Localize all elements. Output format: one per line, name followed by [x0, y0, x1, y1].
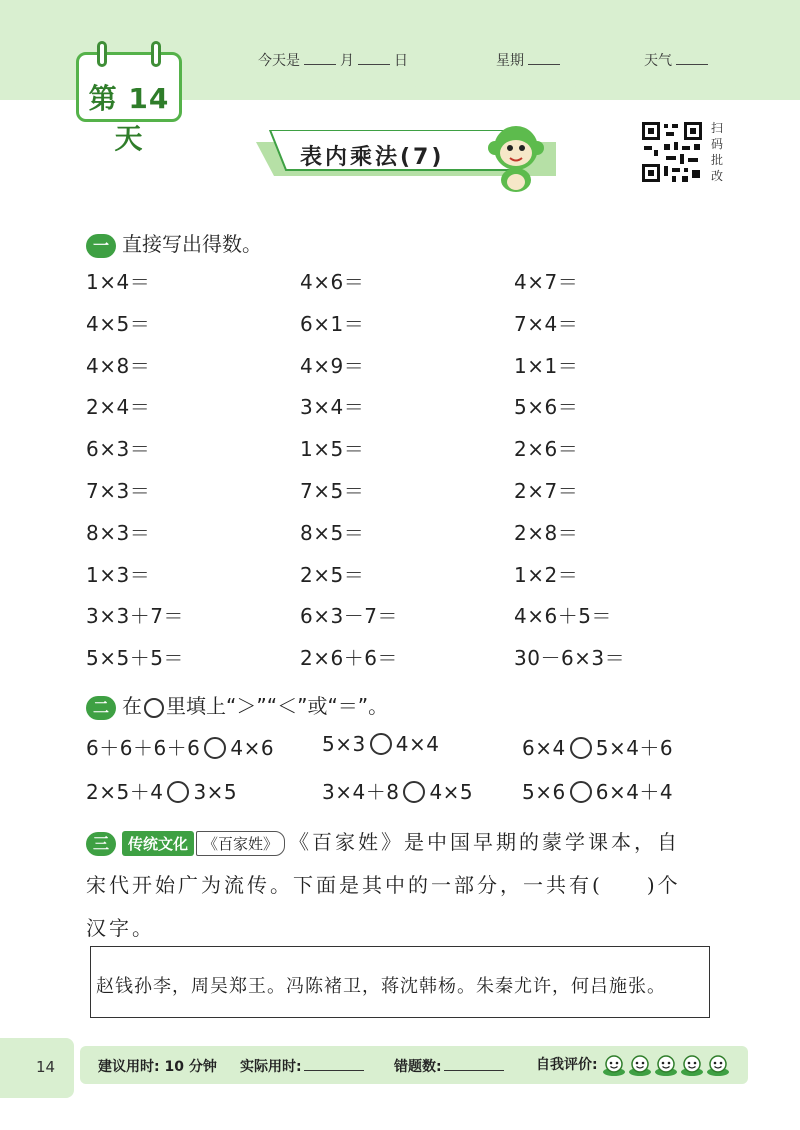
- rating-face-icon[interactable]: [680, 1054, 704, 1076]
- problem-item[interactable]: 8×5＝: [300, 520, 365, 545]
- calendar-ring-icon: [97, 41, 107, 67]
- problem-item[interactable]: 7×5＝: [300, 479, 365, 503]
- qr-code-icon[interactable]: [640, 120, 704, 184]
- problem-item[interactable]: 1×2＝: [514, 562, 579, 587]
- problem-item[interactable]: 8×3＝: [86, 520, 151, 545]
- traditional-culture-tag: 传统文化: [122, 831, 194, 856]
- section2-heading: 二 在 里填上“＞”“＜”或“＝”。: [86, 690, 388, 720]
- comparison-item: [322, 776, 473, 805]
- comparison-item: [86, 776, 237, 805]
- page-title: 表内乘法(7): [300, 145, 445, 170]
- problem-item[interactable]: 6×3＝: [86, 437, 151, 462]
- problem-item[interactable]: 4×6＋5＝: [514, 604, 612, 629]
- self-eval: 自我评价:: [536, 1054, 732, 1076]
- problem-item[interactable]: 4×6＝: [300, 270, 365, 294]
- problem-item[interactable]: 5×5＋5＝: [86, 646, 184, 671]
- problem-item[interactable]: 6×1＝: [300, 311, 365, 336]
- rating-face-icon[interactable]: [602, 1054, 626, 1076]
- comparison-right: 4×5: [429, 780, 474, 804]
- answer-circle[interactable]: [403, 781, 425, 803]
- rating-face-icon[interactable]: [654, 1054, 678, 1076]
- problem-item[interactable]: 2×6＋6＝: [300, 646, 398, 671]
- section3-number: 三: [86, 832, 116, 856]
- errors-field[interactable]: 错题数:: [394, 1056, 504, 1076]
- comparison-left: 6＋6＋6＋6: [86, 736, 201, 760]
- section3-paragraph: 宋代开始广为流传。下面是其中的一部分，一共有( )个 汉字。: [86, 873, 681, 940]
- answer-circle[interactable]: [570, 781, 592, 803]
- problem-item[interactable]: 7×4＝: [514, 311, 579, 336]
- comparison-right: 4×6: [230, 736, 275, 760]
- day-label: 第 14 天: [88, 82, 170, 155]
- comparison-item: [522, 776, 673, 805]
- problem-item[interactable]: 1×1＝: [514, 353, 579, 378]
- date-field[interactable]: 今天是 月 日: [258, 53, 408, 69]
- comparison-left: 3×4＋8: [322, 780, 400, 804]
- quote-text: 赵钱孙李，周吴郑王。冯陈褚卫，蒋沈韩杨。朱秦尤许，何吕施张。: [96, 976, 666, 997]
- comparison-left: 2×5＋4: [86, 780, 164, 804]
- comparison-right: 3×5: [193, 780, 238, 804]
- comparison-left: 5×6: [522, 780, 566, 804]
- problem-item[interactable]: 4×9＝: [300, 353, 365, 378]
- problem-item[interactable]: 2×6＝: [514, 437, 579, 462]
- problem-item[interactable]: 7×3＝: [86, 479, 151, 503]
- problem-item[interactable]: 6×3－7＝: [300, 604, 398, 629]
- problem-item[interactable]: 1×5＝: [300, 437, 365, 462]
- rating-face-icon[interactable]: [706, 1054, 730, 1076]
- qr-label: 扫码批改: [710, 121, 723, 183]
- day-badge: [76, 52, 182, 155]
- problem-item[interactable]: 2×7＝: [514, 479, 579, 503]
- actual-time-field[interactable]: 实际用时:: [240, 1056, 364, 1076]
- problem-item[interactable]: 5×6＝: [514, 395, 579, 420]
- comparison-right: 6×4＋4: [595, 780, 674, 804]
- comparison-right: 5×4＋6: [595, 736, 674, 760]
- comparison-item: [322, 732, 439, 757]
- weather-field[interactable]: 天气: [644, 50, 712, 70]
- rating-face-icon[interactable]: [628, 1054, 652, 1076]
- comparison-left: 6×4: [522, 736, 566, 760]
- problem-item[interactable]: 2×8＝: [514, 520, 579, 545]
- section3-heading: 三 传统文化 《百家姓》 《百家姓》是中国早期的蒙学课本，自: [86, 826, 680, 856]
- problem-item[interactable]: 30－6×3＝: [514, 646, 626, 671]
- monkey-mascot-icon: [478, 118, 554, 194]
- section1-heading: 一 直接写出得数。: [86, 228, 262, 258]
- problem-item[interactable]: 4×5＝: [86, 311, 151, 336]
- book-tag: 《百家姓》: [196, 831, 285, 856]
- section1-number: 一: [86, 234, 116, 258]
- weekday-field[interactable]: 星期: [496, 50, 564, 70]
- problem-item[interactable]: 1×4＝: [86, 270, 151, 294]
- comparison-item: [86, 732, 274, 761]
- suggested-time: 建议用时: 10 分钟: [98, 1059, 217, 1075]
- comparison-item: [522, 732, 673, 761]
- comparison-right: 4×4: [395, 732, 440, 756]
- problem-item[interactable]: 3×4＝: [300, 395, 365, 420]
- answer-circle[interactable]: [370, 733, 392, 755]
- problem-item[interactable]: 4×8＝: [86, 353, 151, 378]
- calendar-ring-icon: [151, 41, 161, 67]
- comparison-left: 5×3: [322, 732, 366, 756]
- problem-item[interactable]: 2×5＝: [300, 562, 365, 587]
- problem-item[interactable]: 4×7＝: [514, 270, 579, 294]
- problem-item[interactable]: 1×3＝: [86, 562, 151, 587]
- section2-number: 二: [86, 696, 116, 720]
- problem-item[interactable]: 3×3＋7＝: [86, 604, 184, 629]
- page-number: 14: [36, 1058, 56, 1076]
- answer-circle[interactable]: [204, 737, 226, 759]
- answer-circle[interactable]: [570, 737, 592, 759]
- answer-circle[interactable]: [167, 781, 189, 803]
- problem-item[interactable]: 2×4＝: [86, 395, 151, 420]
- circle-icon: [144, 698, 164, 718]
